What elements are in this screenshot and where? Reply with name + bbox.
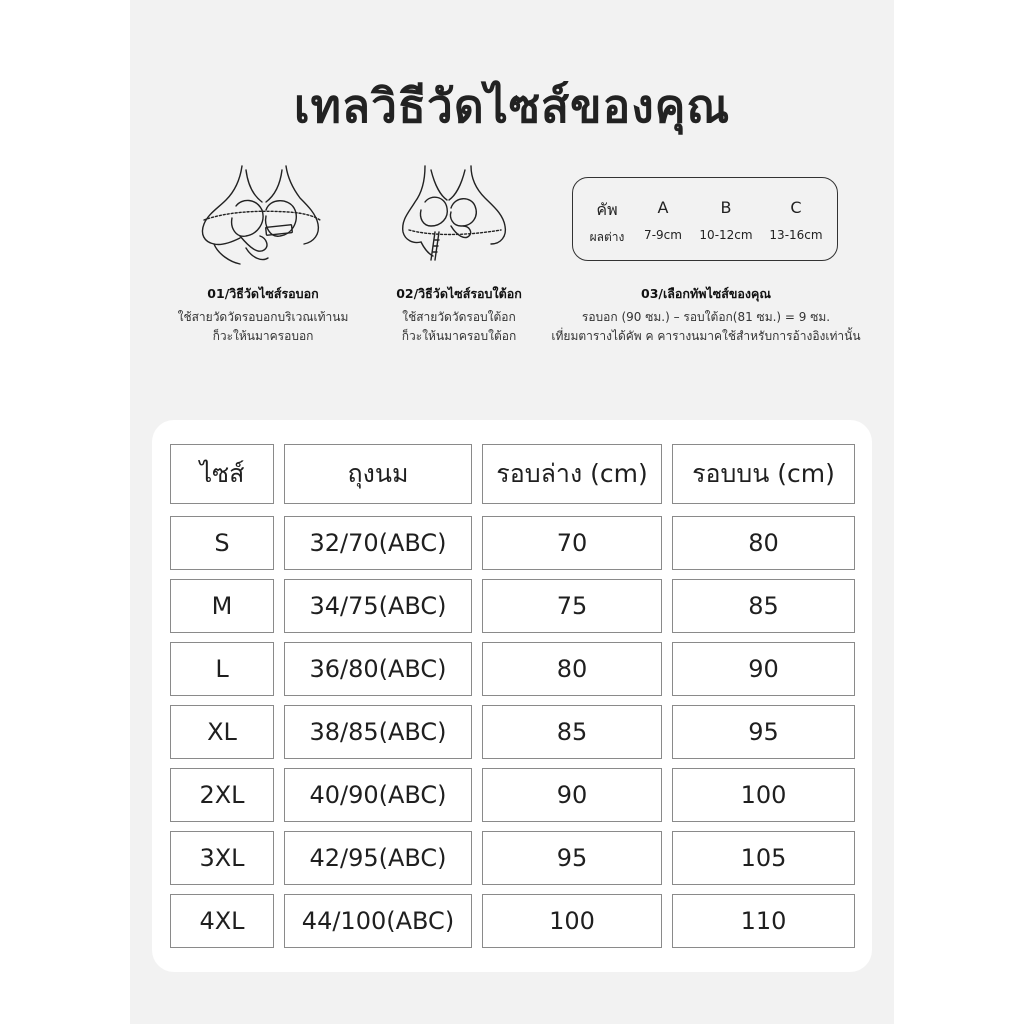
table-cell-size: S — [170, 516, 274, 570]
cup-a: A — [657, 198, 669, 217]
table-cell-bust: 90 — [672, 642, 855, 696]
table-header-bust: รอบบน (cm) — [672, 444, 855, 504]
table-cell-cup: 38/85(ABC) — [284, 705, 472, 759]
diff-c: 13-16cm — [769, 228, 823, 242]
step-2 — [356, 284, 562, 346]
diff-label: ผลต่าง — [589, 230, 625, 244]
step-text: ก็วะให้นมาครอบอก — [212, 329, 314, 343]
table-cell-underbust: 90 — [482, 768, 662, 822]
table-cell-cup: 32/70(ABC) — [284, 516, 472, 570]
table-cell-cup: 40/90(ABC) — [284, 768, 472, 822]
step-title: 03/เลือกทัพไซส์ของคุณ — [641, 286, 771, 301]
table-cell-bust: 85 — [672, 579, 855, 633]
cup-b: B — [720, 198, 732, 217]
step-text: ใช้สายวัดวัดรอบอกบริเวณเท้านม — [177, 310, 349, 324]
step-3 — [540, 284, 872, 346]
step-text: เที่ยมตารางได้คัพ ค คารางนมาคใช้สำหรับการอ้างอิงเท่านั้น — [551, 329, 861, 343]
table-cell-size: 3XL — [170, 831, 274, 885]
step-text: ก็วะให้นมาครอบใต้อก — [401, 329, 517, 343]
underbust-measurement-illustration — [395, 160, 515, 270]
cup-c: C — [790, 198, 802, 217]
table-cell-underbust: 85 — [482, 705, 662, 759]
table-cell-bust: 110 — [672, 894, 855, 948]
table-cell-cup: 36/80(ABC) — [284, 642, 472, 696]
table-cell-size: 2XL — [170, 768, 274, 822]
cup-difference-chart — [572, 177, 838, 261]
table-cell-underbust: 80 — [482, 642, 662, 696]
bust-measurement-illustration — [196, 158, 328, 270]
table-cell-underbust: 100 — [482, 894, 662, 948]
size-table-card — [152, 420, 872, 972]
table-cell-cup: 34/75(ABC) — [284, 579, 472, 633]
step-text: ใช้สายวัดวัดรอบใต้อก — [402, 310, 516, 324]
table-cell-size: L — [170, 642, 274, 696]
cup-label: คัพ — [596, 200, 618, 219]
table-cell-size: M — [170, 579, 274, 633]
step-title: 02/วิธีวัดไซส์รอบใต้อก — [396, 286, 522, 301]
table-cell-size: XL — [170, 705, 274, 759]
table-cell-bust: 80 — [672, 516, 855, 570]
table-header-size: ไซส์ — [170, 444, 274, 504]
table-cell-cup: 42/95(ABC) — [284, 831, 472, 885]
table-cell-underbust: 95 — [482, 831, 662, 885]
table-cell-underbust: 75 — [482, 579, 662, 633]
page-title: เทลวิธีวัดไซส์ของคุณ — [293, 79, 731, 133]
step-1 — [160, 284, 366, 346]
table-cell-bust: 95 — [672, 705, 855, 759]
table-cell-bust: 100 — [672, 768, 855, 822]
diff-b: 10-12cm — [699, 228, 753, 242]
table-cell-underbust: 70 — [482, 516, 662, 570]
step-title: 01/วิธีวัดไซส์รอบอก — [207, 286, 319, 301]
table-cell-cup: 44/100(ABC) — [284, 894, 472, 948]
table-cell-size: 4XL — [170, 894, 274, 948]
step-text: รอบอก (90 ซม.) – รอบใต้อก(81 ซม.) = 9 ซม. — [581, 310, 831, 324]
table-header-underbust: รอบล่าง (cm) — [482, 444, 662, 504]
table-cell-bust: 105 — [672, 831, 855, 885]
diff-a: 7-9cm — [644, 228, 682, 242]
table-header-cup: ถุงนม — [284, 444, 472, 504]
